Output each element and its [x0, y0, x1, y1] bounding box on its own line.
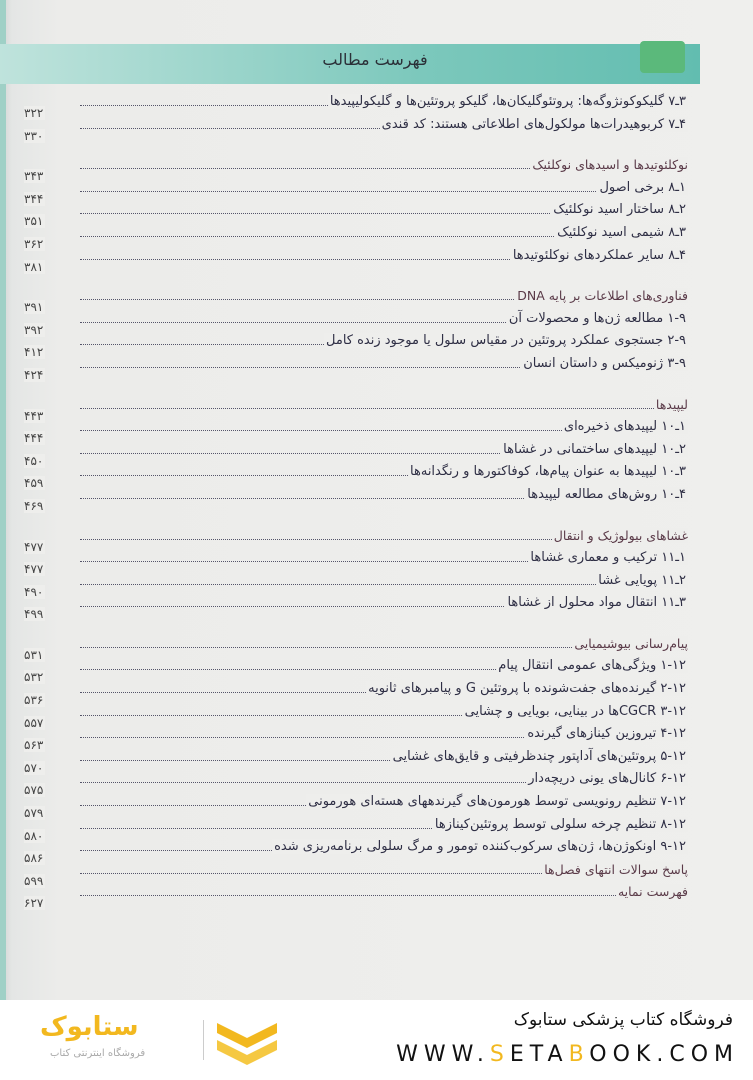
entry-title: ۲ـ۸ ساختار اسید نوکلئیک	[553, 202, 686, 218]
toc-entry[interactable]	[24, 486, 688, 513]
logo-divider	[203, 1020, 204, 1060]
entry-title: فناوری‌های اطلاعات بر پایه DNA	[517, 288, 688, 304]
toc-entry[interactable]	[24, 333, 688, 360]
entry-title: ۳-۱۲ CGCRها در بینایی، بویایی و چشایی	[464, 703, 686, 719]
page-number: ۵۷۵	[24, 783, 44, 798]
toc-chapter-heading[interactable]	[24, 884, 688, 911]
toc-entry[interactable]	[24, 726, 688, 753]
entry-title: ۶-۱۲ کانال‌های یونی دریچه‌دار	[528, 771, 686, 787]
page-number: ۶۲۷	[24, 896, 44, 911]
entry-title: ۳ـ۸ شیمی اسید نوکلئیک	[557, 224, 686, 240]
toc-entry[interactable]	[24, 748, 688, 775]
entry-title: نوکلئوتیدها و اسیدهای نوکلئیک	[532, 157, 688, 173]
page-number: ۴۹۰	[24, 584, 44, 599]
page-number: ۳۸۱	[24, 259, 44, 274]
entry-title: ۳-۹ ژنومیکس و داستان انسان	[523, 355, 686, 371]
page-number: ۴۴۴	[24, 431, 44, 446]
section-gap	[40, 270, 688, 288]
toc-entry[interactable]	[24, 595, 688, 622]
table-of-contents	[24, 94, 688, 911]
page-number: ۳۵۱	[24, 214, 44, 229]
toc-entry[interactable]	[24, 794, 688, 821]
toc-entry[interactable]	[24, 464, 688, 491]
toc-entry[interactable]	[24, 771, 688, 798]
page-number: ۴۱۲	[24, 345, 44, 360]
page-number: ۳۲۲	[24, 106, 44, 120]
page-number: ۴۵۰	[24, 453, 44, 468]
logo-subtitle: فروشگاه اینترنتی کتاب	[50, 1048, 146, 1059]
toc-entry[interactable]	[24, 202, 688, 229]
page-number: ۵۳۱	[24, 647, 44, 662]
page-number: ۵۹۹	[24, 873, 44, 888]
toc-chapter-heading[interactable]	[24, 861, 688, 888]
entry-title: ۱-۹ مطالعه ژن‌ها و محصولات آن	[508, 310, 686, 326]
toc-chapter-heading[interactable]	[24, 288, 688, 315]
page-number: ۵۷۹	[24, 806, 44, 821]
page-number: ۵۷۰	[24, 760, 44, 775]
page-number: ۴۵۹	[24, 476, 44, 491]
page-number: ۵۸۶	[24, 851, 44, 866]
page-number: ۵۳۶	[24, 693, 44, 708]
page-number: ۴۲۴	[24, 367, 44, 382]
entry-title: لیپیدها	[655, 396, 688, 412]
page-number: ۳۴۳	[24, 169, 44, 184]
entry-title: فهرست نمایه	[617, 884, 688, 900]
page-number: ۳۳۰	[24, 128, 44, 143]
toc-entry[interactable]	[24, 94, 688, 120]
page-number: ۴۶۹	[24, 498, 44, 513]
entry-title: ۴ـ۱۰ روش‌های مطالعه لیپیدها	[527, 486, 686, 502]
toc-entry[interactable]	[24, 179, 688, 206]
entry-title: ۴-۱۲ تیروزین کینازهای گیرنده	[527, 726, 686, 742]
toc-chapter-heading[interactable]	[24, 635, 688, 662]
toc-entry[interactable]	[24, 839, 688, 866]
page-number: ۳۹۱	[24, 300, 44, 315]
entry-title: ۱ـ۱۰ لیپیدهای ذخیره‌ای	[563, 419, 686, 435]
toc-entry[interactable]	[24, 658, 688, 685]
toc-entry[interactable]	[24, 419, 688, 446]
section-gap	[40, 618, 688, 636]
toc-entry[interactable]	[24, 703, 688, 730]
section-gap	[40, 139, 688, 157]
entry-title: ۸-۱۲ تنظیم چرخه سلولی توسط پروتئین‌کینازها	[434, 816, 686, 832]
page-number: ۴۷۷	[24, 562, 44, 577]
section-gap	[40, 379, 688, 397]
page-number: ۳۹۲	[24, 322, 44, 337]
entry-title: ۲ـ۱۱ پویایی غشا	[598, 572, 686, 588]
toc-entry[interactable]	[24, 355, 688, 382]
page-number: ۳۴۴	[24, 191, 44, 206]
toc-entry[interactable]	[24, 247, 688, 274]
entry-title: ۵-۱۲ پروتئین‌های آداپتور چندظرفیتی و قایق‌های غشایی	[392, 748, 686, 764]
page-number: ۵۶۳	[24, 738, 44, 753]
footer-banner	[0, 1000, 753, 1080]
shop-name: فروشگاه کتاب پزشکی ستابوک	[513, 1010, 733, 1030]
toc-entry[interactable]	[24, 550, 688, 577]
page-number: ۴۷۷	[24, 539, 44, 554]
entry-title: غشاهای بیولوژیک و انتقال	[553, 527, 688, 543]
toc-chapter-heading[interactable]	[24, 396, 688, 423]
entry-title: ۲-۹ جستجوی عملکرد پروتئین در مقیاس سلول یا موجود زنده کامل	[326, 333, 686, 349]
entry-title: ۴ـ۷ کربوهیدرات‌ها مولکول‌های اطلاعاتی هستند: کد قندی	[381, 116, 686, 132]
toc-entry[interactable]	[24, 441, 688, 468]
chapter-marker	[640, 41, 685, 73]
entry-title: ۲-۱۲ گیرنده‌های جفت‌شونده با پروتئین G و پیامبرهای ثانویه	[368, 681, 686, 697]
page-number: ۵۵۷	[24, 715, 44, 730]
website-url: WWW.SETABOOK.COM	[396, 1042, 739, 1067]
toc-entry[interactable]	[24, 116, 688, 143]
page-number: ۴۴۳	[24, 408, 44, 423]
entry-title: ۱ـ۸ برخی اصول	[599, 179, 686, 195]
toc-entry[interactable]	[24, 816, 688, 843]
page-number: ۳۶۲	[24, 236, 44, 251]
toc-entry[interactable]	[24, 310, 688, 337]
toc-chapter-heading[interactable]	[24, 157, 688, 184]
page-number: ۵۸۰	[24, 828, 44, 843]
section-gap	[40, 510, 688, 528]
toc-entry[interactable]	[24, 681, 688, 708]
entry-title: ۴ـ۸ سایر عملکردهای نوکلئوتیدها	[512, 247, 686, 263]
entry-title: ۱ـ۱۱ ترکیب و معماری غشاها	[530, 550, 686, 566]
toc-entry[interactable]	[24, 224, 688, 251]
entry-title: ۳ـ۱۱ انتقال مواد محلول از غشاها	[507, 595, 686, 611]
entry-title: پیام‌رسانی بیوشیمیایی	[574, 635, 688, 651]
toc-entry[interactable]	[24, 572, 688, 599]
page-number: ۴۹۹	[24, 607, 44, 622]
entry-title: ۷-۱۲ تنظیم رونویسی توسط هورمون‌های گیرندههای هسته‌ای هورمونی	[308, 794, 686, 810]
toc-chapter-heading[interactable]	[24, 527, 688, 554]
entry-title: ۳ـ۷ گلیکوکونژوگه‌ها: پروتئوگلیکان‌ها، گلیکو پروتئین‌ها و گلیکولیپیدها	[329, 94, 686, 109]
entry-title: پاسخ سوالات انتهای فصل‌ها	[544, 861, 688, 877]
logo-text: ستابوک	[40, 1012, 139, 1042]
entry-title: ۱-۱۲ ویژگی‌های عمومی انتقال پیام	[498, 658, 686, 674]
entry-title: ۹-۱۲ اونکوژن‌ها، ژن‌های سرکوب‌کننده تومور و مرگ سلولی برنامه‌ریزی شده	[274, 839, 686, 855]
setabook-logo-icon	[212, 1018, 282, 1068]
entry-title: ۲ـ۱۰ لیپیدهای ساختمانی در غشاها	[503, 441, 686, 457]
page-number: ۵۳۲	[24, 670, 44, 685]
page-title: فهرست مطالب	[322, 50, 428, 69]
entry-title: ۳ـ۱۰ لیپیدها به عنوان پیام‌ها، کوفاکتورها و رنگدانه‌ها	[410, 464, 686, 480]
